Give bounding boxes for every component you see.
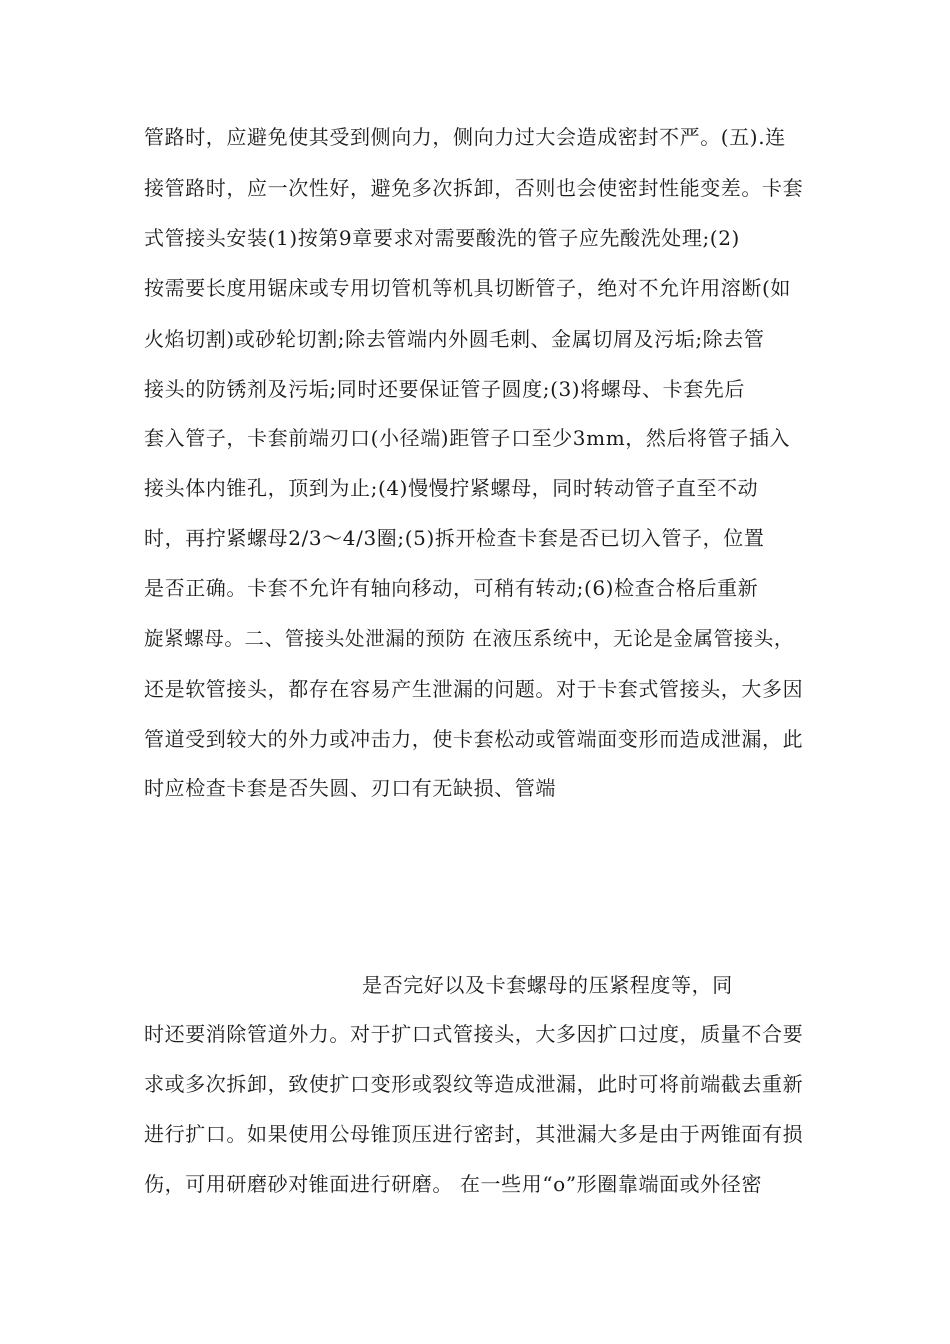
- text-line: 伤，可用研磨砂对锥面进行研磨。 在一些用“o”形圈靠端面或外径密: [144, 1172, 763, 1196]
- text-line: 管路时，应避免使其受到侧向力，侧向力过大会造成密封不严。(五).连: [144, 125, 786, 149]
- text-line: 时还要消除管道外力。对于扩口式管接头，大多因扩口过度，质量不合要: [144, 1022, 804, 1046]
- text-line: 旋紧螺母。二、管接头处泄漏的预防 在液压系统中，无论是金属管接头，: [144, 627, 794, 650]
- text-line: 按需要长度用锯床或专用切管机等机具切断管子，绝对不允许用溶断(如: [144, 276, 792, 300]
- text-line: 进行扩口。如果使用公母锥顶压进行密封，其泄漏大多是由于两锥面有损: [144, 1122, 804, 1146]
- text-line: 是否正确。卡套不允许有轴向移动，可稍有转动;(6)检查合格后重新: [144, 576, 759, 600]
- text-line: 火焰切割)或砂轮切割;除去管端内外圆毛刺、金属切屑及污垢;除去管: [144, 327, 765, 351]
- text-line: 还是软管接头，都存在容易产生泄漏的问题。对于卡套式管接头，大多因: [144, 677, 804, 701]
- text-line: 管道受到较大的外力或冲击力，使卡套松动或管端面变形而造成泄漏，此: [144, 727, 804, 751]
- text-line: 式管接头安装(1)按第9章要求对需要酸洗的管子应先酸洗处理;(2): [144, 226, 740, 250]
- text-line: 套入管子，卡套前端刃口(小径端)距管子口至少3mm，然后将管子插入: [144, 426, 791, 450]
- text-line: 接头的防锈剂及污垢;同时还要保证管子圆度;(3)将螺母、卡套先后: [144, 377, 746, 401]
- text-line: 时应检查卡套是否失圆、刃口有无缺损、管端: [144, 776, 556, 800]
- text-line: 接管路时，应一次性好，避免多次拆卸，否则也会使密封性能变差。卡套: [144, 176, 804, 200]
- text-line: 求或多次拆卸，致使扩口变形或裂纹等造成泄漏，此时可将前端截去重新: [144, 1072, 804, 1096]
- text-line: 接头体内锥孔，顶到为止;(4)慢慢拧紧螺母，同时转动管子直至不动: [144, 476, 759, 500]
- text-line: 时，再拧紧螺母2/3～4/3圈;(5)拆开检查卡套是否已切入管子，位置: [144, 526, 765, 550]
- text-line: 是否完好以及卡套螺母的压紧程度等，同: [362, 973, 733, 997]
